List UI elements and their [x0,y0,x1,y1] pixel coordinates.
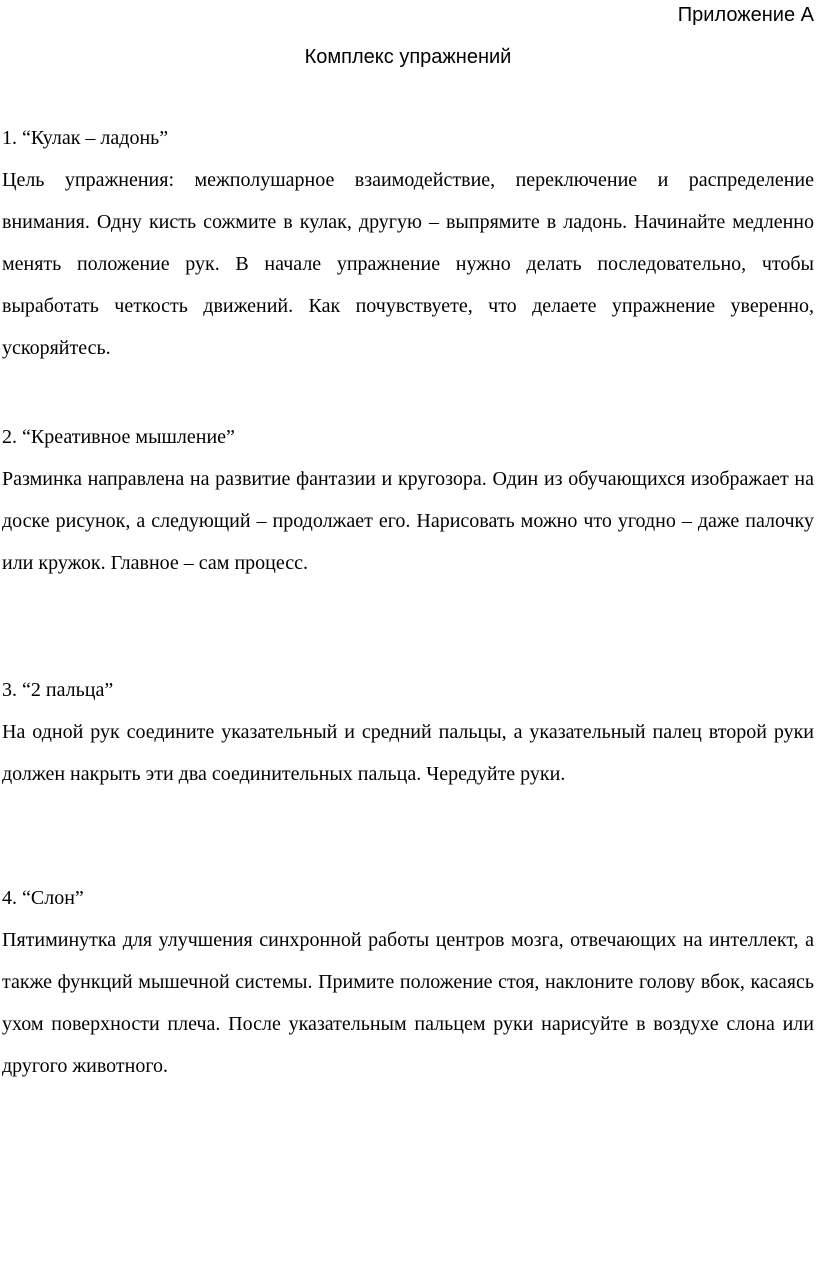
exercise-4-text: Пятиминутка для улучшения синхронной работы центров мозга, отвечающих на интеллект, а также функций мышечной системы. Примите положение стоя, наклоните голову вбок, касаясь ухом поверхности плеча. После указательным пальцем руки нарисуйте в воздухе слона или другого животного. [2,929,814,1077]
exercise-3-text: На одной рук соедините указательный и средний пальцы, а указательный палец второй руки должен накрыть эти два соединительных пальца. Чередуйте руки. [2,721,814,785]
exercise-1-text: Цель упражнения: межполушарное взаимодействие, переключение и распределение внимания. Одну кисть сожмите в кулак, другую – выпрямите в ладонь. Начинайте медленно менять положение рук. В начале упражнение нужно делать последовательно, чтобы выработать четкость движений. Как почувствуете, что делаете упражнение уверенно, ускоряйтесь. [2,169,814,359]
appendix-label: Приложение А [677,4,814,26]
document-title: Комплекс упражнений [304,46,512,68]
exercise-4-heading: 4. “Слон” [2,887,84,909]
exercise-2-text: Разминка направлена на развитие фантазии и кругозора. Один из обучающихся изображает на доске рисунок, а следующий – продолжает его. Нарисовать можно что угодно – даже палочку или кружок. Главное – сам процесс. [2,468,814,574]
exercise-2-heading: 2. “Креативное мышление” [2,426,235,448]
exercise-3-heading: 3. “2 пальца” [2,679,114,701]
exercise-1-heading: 1. “Кулак – ладонь” [2,127,169,149]
